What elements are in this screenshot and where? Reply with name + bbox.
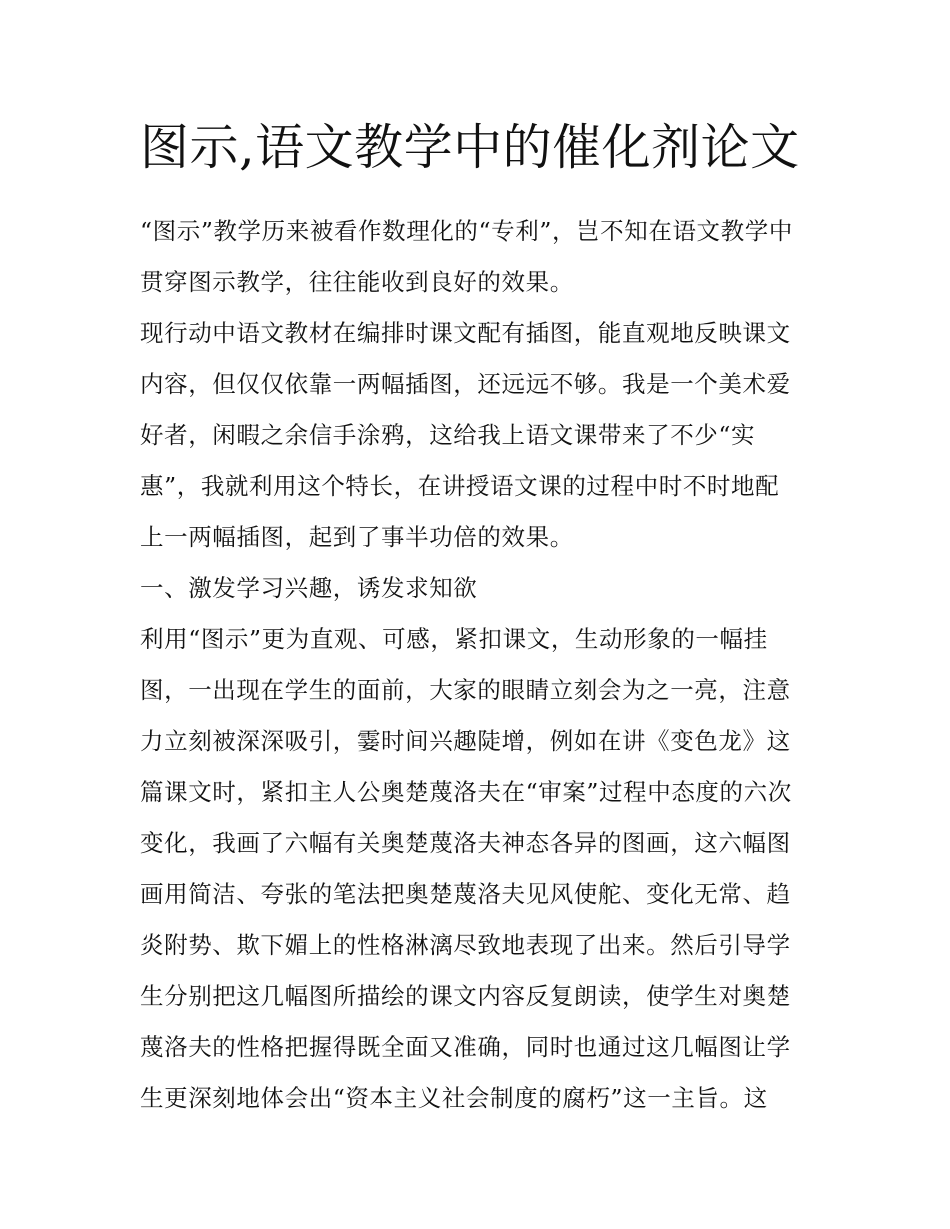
document-body <box>140 206 840 1124</box>
text-line: “图示”教学历来被看作数理化的“专利”，岂不知在语文教学中 <box>140 217 793 245</box>
text-line: 炎附势、欺下媚上的性格淋漓尽致地表现了出来。然后引导学 <box>140 931 791 959</box>
text-line: 惠”，我就利用这个特长，在讲授语文课的过程中时不时地配 <box>140 472 780 500</box>
text-line: 画用简洁、夸张的笔法把奥楚蔑洛夫见风使舵、变化无常、趋 <box>140 880 791 908</box>
text-line: 图，一出现在学生的面前，大家的眼睛立刻会为之一亮，注意 <box>140 676 791 704</box>
text-line: 利用“图示”更为直观、可感，紧扣课文，生动形象的一幅挂 <box>140 625 768 653</box>
section-heading: 一、激发学习兴趣，诱发求知欲 <box>140 574 478 602</box>
text-line: 贯穿图示教学，往往能收到良好的效果。 <box>140 268 574 296</box>
text-line: 篇课文时，紧扣主人公奥楚蔑洛夫在“审案”过程中态度的六次 <box>140 778 792 806</box>
document-title: 图示,语文教学中的催化剂论文 <box>140 119 800 176</box>
text-line: 生分别把这几幅图所描绘的课文内容反复朗读，使学生对奥楚 <box>140 982 791 1010</box>
text-line: 上一两幅插图，起到了事半功倍的效果。 <box>140 523 574 551</box>
text-line: 现行动中语文教材在编排时课文配有插图，能直观地反映课文 <box>140 319 791 347</box>
text-line: 力立刻被深深吸引，霎时间兴趣陡增，例如在讲《变色龙》这 <box>140 727 791 755</box>
text-line: 好者，闲暇之余信手涂鸦，这给我上语文课带来了不少“实 <box>140 421 756 449</box>
text-line: 生更深刻地体会出“资本主义社会制度的腐朽”这一主旨。这 <box>140 1084 768 1112</box>
text-line: 变化，我画了六幅有关奥楚蔑洛夫神态各异的图画，这六幅图 <box>140 829 791 857</box>
text-line: 内容，但仅仅依靠一两幅插图，还远远不够。我是一个美术爱 <box>140 370 791 398</box>
text-line: 蔑洛夫的性格把握得既全面又准确，同时也通过这几幅图让学 <box>140 1033 791 1061</box>
